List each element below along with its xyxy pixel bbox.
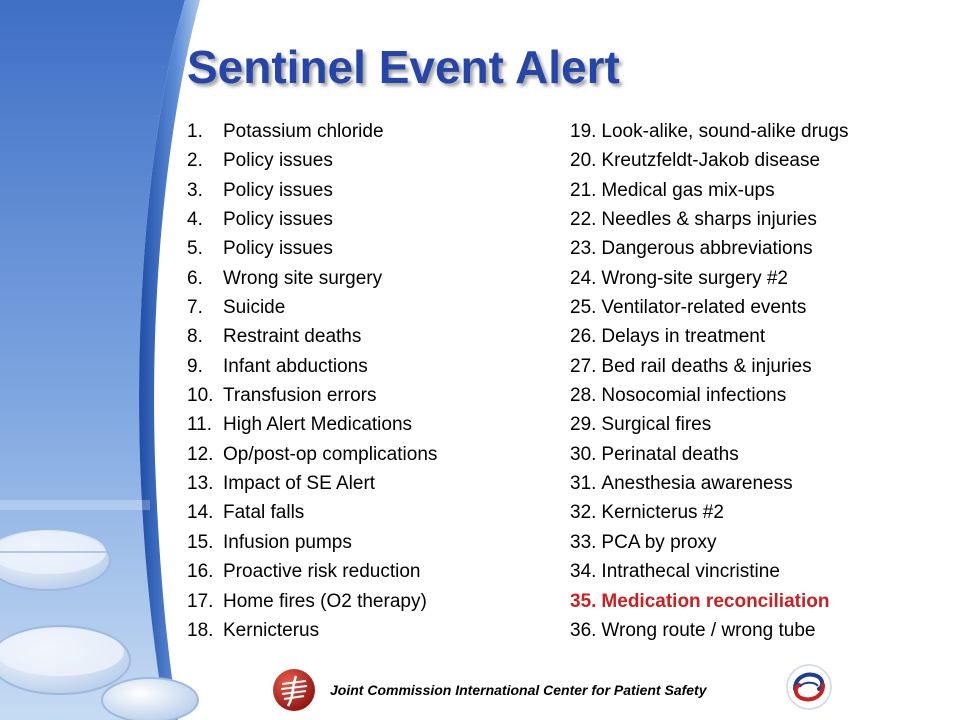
sentinel-alert-list-right [570,117,849,645]
list-item-number: 18. [187,619,214,641]
list-item [187,381,437,410]
list-item-text: Policy issues [223,179,333,201]
pill-icon [0,626,130,694]
list-item [187,616,437,645]
list-item [187,322,437,351]
list-item-text: Wrong-site surgery #2 [601,267,788,289]
list-item [570,557,849,586]
list-item-text: Policy issues [223,209,333,231]
list-item-number: 29. [570,414,597,436]
list-item-number: 5. [187,238,203,260]
list-item [570,293,849,322]
footer-text: Joint Commission International Center for Patient Safety [330,682,707,698]
list-item [570,264,849,293]
list-item-number: 22. [570,209,597,231]
list-item-text: Kernicterus [223,619,320,641]
list-item-number: 21. [570,179,597,201]
list-item-number: 10. [187,385,214,407]
list-item [570,440,849,469]
list-item-text: Transfusion errors [223,385,377,407]
list-item [187,587,437,616]
list-item [187,352,437,381]
list-item-number: 8. [187,326,203,348]
list-item [187,440,437,469]
page-title: Sentinel Event Alert [187,41,620,93]
list-item-number: 14. [187,502,214,524]
list-item [187,557,437,586]
list-item-number: 33. [570,531,597,553]
list-item-number: 24. [570,267,597,289]
list-item-number: 28. [570,385,597,407]
list-item-text: Needles & sharps injuries [601,209,817,231]
list-item-number: 26. [570,326,597,348]
list-item-text: Look-alike, sound-alike drugs [601,121,849,142]
sidebar-background [0,0,200,720]
jci-swirl-logo-icon [786,664,832,710]
list-item [570,587,849,616]
list-item [187,293,437,322]
list-item-text: Wrong site surgery [223,267,383,289]
list-item-text: Policy issues [223,150,333,172]
list-item-number: 32. [570,502,597,524]
list-item-text: Surgical fires [601,414,712,436]
list-item-text: Dangerous abbreviations [601,238,813,260]
list-item-number: 9. [187,355,203,377]
list-item-text: Intrathecal vincristine [601,561,780,583]
list-item-number: 3. [187,179,203,201]
list-item [187,205,437,234]
list-item [570,528,849,557]
list-item-number: 35. [570,590,597,612]
list-item-text: Delays in treatment [601,326,766,348]
list-item-text: Policy issues [223,238,333,260]
list-item-number: 34. [570,561,597,583]
list-item-number: 1. [187,121,203,142]
list-item-number: 19. [570,121,597,142]
list-item [187,410,437,439]
list-item [570,498,849,527]
list-item-number: 13. [187,473,214,495]
list-item [570,381,849,410]
list-item [570,176,849,205]
list-item-number: 17. [187,590,214,612]
list-item [187,176,437,205]
list-item-text: Medical gas mix-ups [601,179,775,201]
list-item-number: 23. [570,238,597,260]
list-item-text: Kreutzfeldt-Jakob disease [601,150,821,172]
pill-icon [102,678,198,720]
list-item [570,234,849,263]
list-item-text: Bed rail deaths & injuries [601,355,812,377]
list-item-number: 7. [187,297,203,319]
list-item-number: 4. [187,209,203,231]
list-item [570,322,849,351]
list-item-text: Infusion pumps [223,531,352,553]
list-item-number: 27. [570,355,597,377]
list-item [187,146,437,175]
list-item [570,146,849,175]
jc-logo-icon [272,668,316,712]
list-item-text: Perinatal deaths [601,443,739,465]
list-item [187,469,437,498]
sentinel-alert-list-left [187,117,437,645]
list-item [570,410,849,439]
list-item-text: Anesthesia awareness [601,473,793,495]
list-item-text: Medication reconciliation [601,590,830,612]
list-item-text: Op/post-op complications [223,443,438,465]
list-item-number: 25. [570,297,597,319]
pill-icon [0,530,110,590]
list-item [187,234,437,263]
list-item [187,264,437,293]
list-item-text: Proactive risk reduction [223,561,421,583]
list-item [187,528,437,557]
list-item-number: 12. [187,443,214,465]
list-item-number: 6. [187,267,203,289]
list-item [570,117,849,146]
list-item-text: Infant abductions [223,355,368,377]
list-item-number: 31. [570,473,597,495]
list-item-text: Potassium chloride [223,121,384,142]
list-item-number: 11. [187,414,213,436]
list-item-text: Impact of SE Alert [223,473,376,495]
list-item-number: 16. [187,561,214,583]
list-item-text: Ventilator-related events [601,297,807,319]
list-item-number: 30. [570,443,597,465]
list-item-number: 20. [570,150,597,172]
list-item-text: Restraint deaths [223,326,362,348]
list-item-text: Nosocomial infections [601,385,787,407]
list-item [570,616,849,645]
list-item [187,498,437,527]
list-item-text: Wrong route / wrong tube [601,619,816,641]
list-item [187,117,437,146]
list-item-text: Suicide [223,297,286,319]
list-item-text: High Alert Medications [223,414,413,436]
list-item-text: PCA by proxy [601,531,717,553]
list-item-text: Fatal falls [223,502,305,524]
list-item [570,352,849,381]
list-item-number: 2. [187,150,203,172]
list-item-text: Kernicterus #2 [601,502,724,524]
list-item [570,205,849,234]
list-item-number: 15. [187,531,214,553]
list-item [570,469,849,498]
list-item-text: Home fires (O2 therapy) [223,590,427,612]
list-item-number: 36. [570,619,597,641]
